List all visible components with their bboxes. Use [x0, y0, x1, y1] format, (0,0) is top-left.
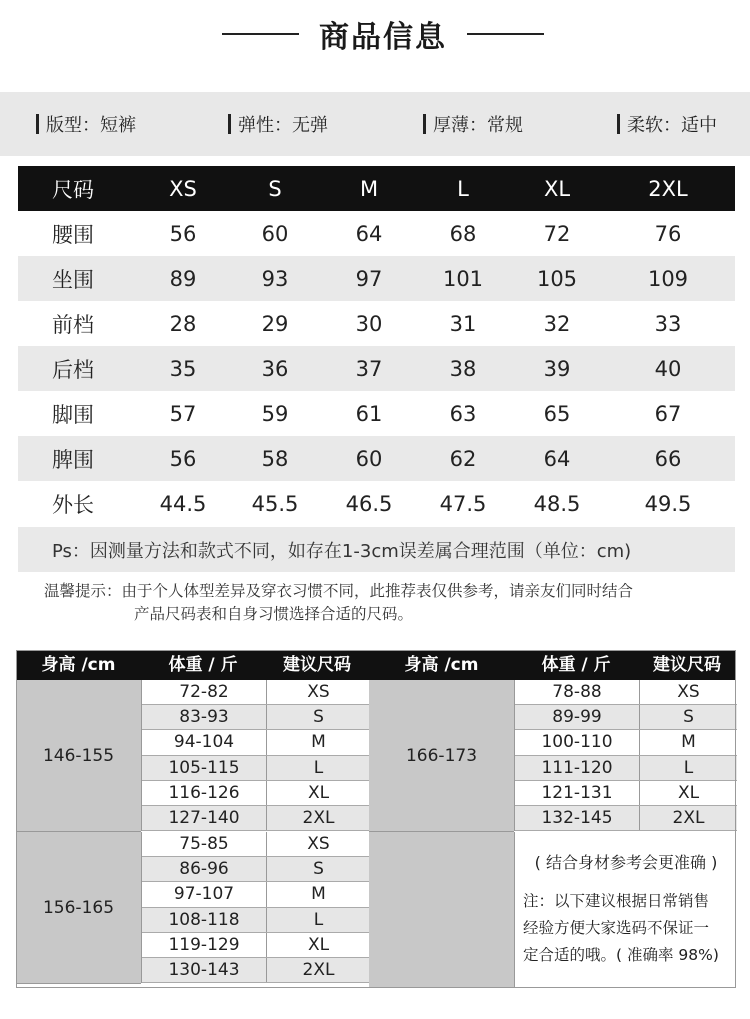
attribute-softness: 柔软：适中 [617, 92, 717, 156]
page-title: 商品信息 [319, 20, 447, 55]
recommendation-row: 119-129 XL [142, 933, 370, 958]
recommendation-row: 116-126 XL [142, 781, 370, 806]
size-table-row: 坐围 89 93 97 101 105 109 [18, 256, 735, 301]
recommendation-row: 78-88 XS [515, 680, 737, 705]
recommendation-row: 127-140 2XL [142, 806, 370, 831]
height-range-cell: 156-165 [16, 832, 141, 984]
attribute-fit: 版型：短裤 [36, 92, 136, 156]
height-range-cell: 146-155 [16, 680, 141, 832]
empty-height-cell [369, 832, 514, 988]
size-table-row: 后档 35 36 37 38 39 40 [18, 346, 735, 391]
recommendation-row: 121-131 XL [515, 781, 737, 806]
recommendation-row: 100-110 M [515, 730, 737, 755]
size-table-header: 尺码 XS S M L XL 2XL [18, 166, 735, 211]
size-table [18, 166, 735, 526]
attribute-elasticity: 弹性：无弹 [228, 92, 328, 156]
recommendation-row: 83-93 S [142, 705, 370, 730]
section-title [0, 0, 750, 68]
recommendation-header: 身高 /cm 体重 / 斤 建议尺码 身高 /cm 体重 / 斤 建议尺码 [16, 650, 736, 680]
height-range-cell: 166-173 [369, 680, 514, 832]
recommendation-row: 72-82 XS [142, 680, 370, 705]
recommendation-row: 108-118 L [142, 908, 370, 933]
attribute-thickness: 厚薄：常规 [423, 92, 523, 156]
recommendation-row: 89-99 S [515, 705, 737, 730]
recommendation-row: 97-107 M [142, 882, 370, 907]
size-table-row: 腰围 56 60 64 68 72 76 [52, 221, 682, 247]
title-divider-left [222, 33, 299, 35]
size-table-row: 脾围 56 58 60 62 64 66 [18, 436, 735, 481]
size-table-row: 脚围 57 59 61 63 65 67 [52, 401, 682, 427]
recommendation-row: 86-96 S [142, 857, 370, 882]
recommendation-row: 94-104 M [142, 730, 370, 755]
recommendation-row: 111-120 L [515, 756, 737, 781]
recommendation-row: 75-85 XS [142, 832, 370, 857]
recommendation-row: 105-115 L [142, 756, 370, 781]
recommendation-row: 132-145 2XL [515, 806, 737, 831]
size-recommendation-table [16, 650, 736, 988]
size-table-row: 前档 28 29 30 31 32 33 [52, 311, 682, 337]
recommendation-row: 130-143 2XL [142, 958, 370, 983]
measurement-note: Ps：因测量方法和款式不同，如存在1-3cm误差属合理范围（单位：cm) [18, 527, 735, 572]
attributes-bar [0, 92, 750, 156]
title-divider-right [467, 33, 544, 35]
size-table-row: 外长 44.5 45.5 46.5 47.5 48.5 49.5 [52, 491, 692, 517]
size-tip: 温馨提示：由于个人体型差异及穿衣习惯不同，此推荐表仅供参考，请亲友们同时结合 产品尺码表和自身习惯选择合适的尺码。 [44, 582, 634, 623]
recommendation-note: ( 结合身材参考会更准确 ) 注：以下建议根据日常销售 经验方便大家选码不保证一 定合适的哦。( 准确率 98%) [514, 832, 736, 988]
